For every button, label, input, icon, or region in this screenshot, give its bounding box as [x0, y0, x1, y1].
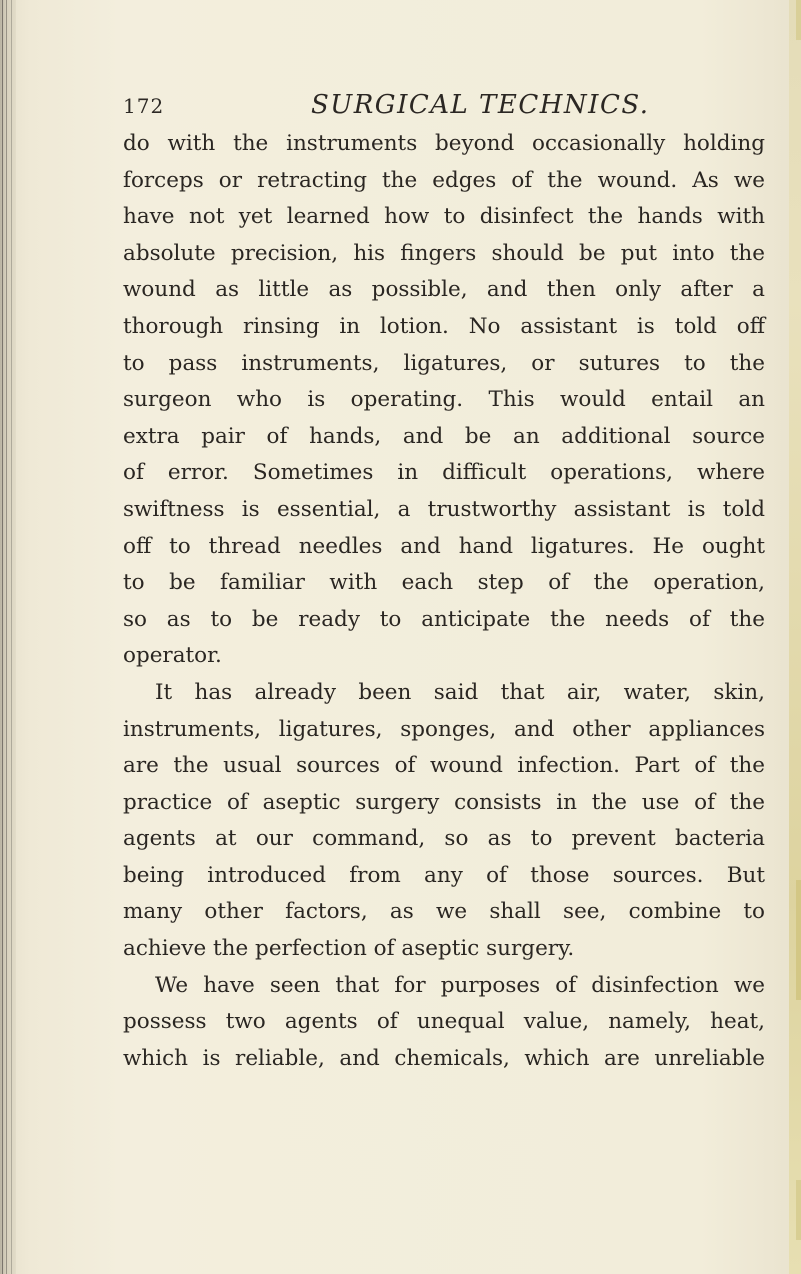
text-line: which is reliable, and chemicals, which are unreliable	[123, 1045, 765, 1071]
body-text	[123, 126, 765, 1077]
binding-line	[6, 0, 7, 1274]
edge-mark	[796, 880, 801, 1000]
text-line: operator.	[123, 643, 222, 669]
text-line: are the usual sources of wound infection. Part of the	[123, 753, 765, 779]
text-line: achieve the perfection of aseptic surgery.	[123, 936, 575, 962]
paragraph-start-line: We have seen that for purposes of disinfection we	[155, 972, 765, 998]
edge-mark	[796, 1180, 801, 1240]
text-line: swiftness is essential, a trustworthy assistant is told	[123, 496, 765, 522]
page-header	[123, 90, 650, 130]
text-line: off to thread needles and hand ligatures. He ought	[123, 533, 765, 559]
text-line: practice of aseptic surgery consists in the use of the	[123, 789, 765, 815]
paragraph-start-line: It has already been said that air, water, skin,	[155, 679, 765, 705]
text-line: forceps or retracting the edges of the wound. As we	[123, 167, 765, 193]
text-line: thorough rinsing in lotion. No assistant is told off	[123, 313, 765, 339]
text-line: being introduced from any of those sources. But	[123, 862, 765, 888]
text-line: extra pair of hands, and be an additional source	[123, 423, 765, 449]
page-number: 172	[123, 94, 165, 118]
text-line: of error. Sometimes in difficult operations, where	[123, 460, 765, 486]
running-head-title: SURGICAL TECHNICS.	[311, 90, 650, 120]
text-line: to be familiar with each step of the operation,	[123, 570, 765, 596]
text-line: many other factors, as we shall see, combine to	[123, 899, 765, 925]
page-right-edge	[789, 0, 801, 1274]
text-line: agents at our command, so as to prevent bacteria	[123, 826, 765, 852]
text-line: possess two agents of unequal value, namely, heat,	[123, 1009, 765, 1035]
page-binding-edge	[0, 0, 16, 1274]
text-line: so as to be ready to anticipate the needs of the	[123, 606, 765, 632]
text-line: wound as little as possible, and then only after a	[123, 277, 765, 303]
binding-line	[11, 0, 12, 1274]
text-line: surgeon who is operating. This would entail an	[123, 387, 765, 413]
text-line: to pass instruments, ligatures, or sutures to the	[123, 350, 765, 376]
text-line: do with the instruments beyond occasionally holding	[123, 131, 765, 156]
binding-line	[2, 0, 3, 1274]
text-line: instruments, ligatures, sponges, and other appliances	[123, 716, 765, 742]
text-line: absolute precision, his fingers should be put into the	[123, 240, 765, 266]
edge-mark	[796, 0, 801, 40]
text-line: have not yet learned how to disinfect the hands with	[123, 204, 765, 230]
